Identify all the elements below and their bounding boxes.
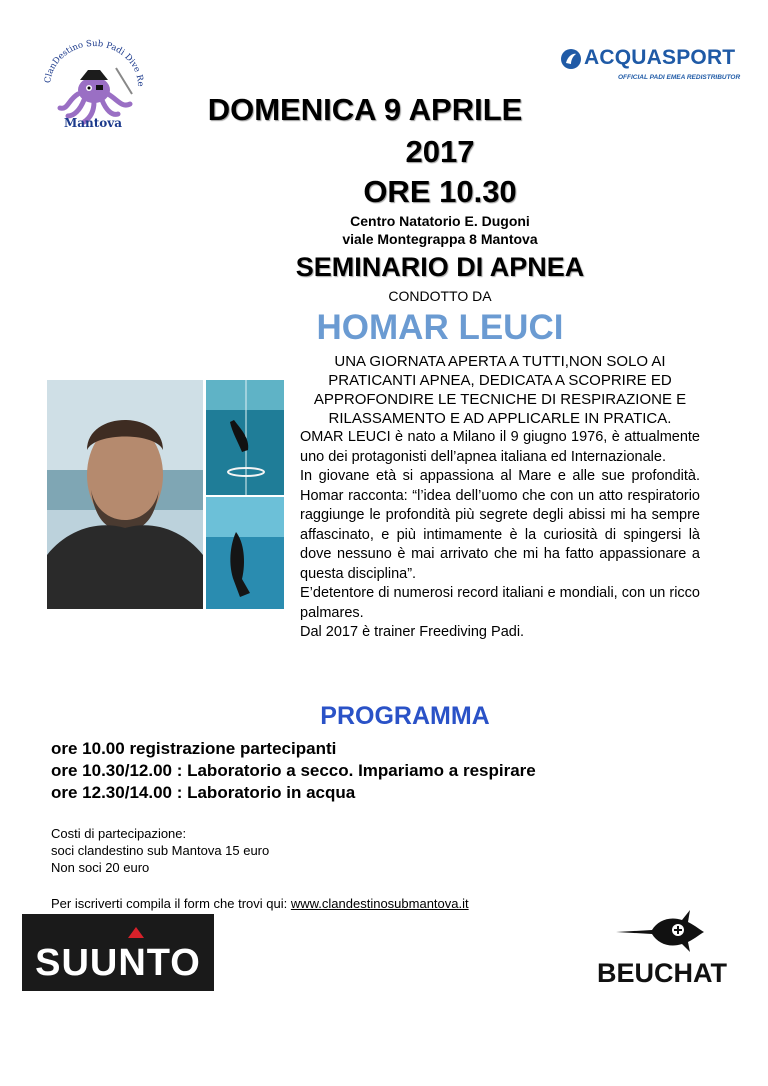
program-schedule <box>51 738 611 804</box>
event-date: DOMENICA 9 APRILE <box>207 92 523 127</box>
event-intro: UNA GIORNATA APERTA A TUTTI,NON SOLO AI PRATICANTI APNEA, DEDICATA A SCOPRIRE ED APPROFONDIRE LE TECNICHE DI RESPIRAZIONE E RILASSAMENTO E AD APPLICARLE IN PRATICA. <box>313 353 687 427</box>
program-title: PROGRAMMA <box>320 702 490 730</box>
swordfish-icon <box>612 906 712 956</box>
bio-paragraph: Dal 2017 è trainer Freediving Padi. <box>300 624 525 640</box>
acquasport-drop-icon <box>560 48 582 70</box>
freediver-photo-top <box>206 380 284 495</box>
registration-link[interactable]: www.clandestinosubmantova.it <box>290 896 469 911</box>
speaker-portrait-photo <box>47 380 203 609</box>
costs-members: soci clandestino sub Mantova 15 euro <box>51 843 270 858</box>
logo-place: Mantova <box>63 116 123 130</box>
registration-text: Per iscriverti compila il form che trovi qui: <box>51 896 291 911</box>
speaker-bio <box>300 428 700 643</box>
participation-costs <box>51 825 451 876</box>
event-time: ORE 10.30 <box>363 174 517 209</box>
bio-paragraph: In giovane età si appassiona al Mare e alle sue profondità. Homar racconta: “l’idea dell’uomo che con un atto respiratorio raggiunge le profondità più segrete degli abissi mi ha sempre affascinato, e più intimamente è la curiosità di spingersi là dove nessuno è mai arrivato che mi ha fatto appassionare a questa disciplina”. <box>300 468 700 582</box>
suunto-logo <box>22 914 214 991</box>
seminar-title: SEMINARIO DI APNEA <box>295 252 585 282</box>
costs-heading: Costi di partecipazione: <box>51 826 187 841</box>
bio-paragraph: OMAR LEUCI è nato a Milano il 9 giugno 1976, è attualmente uno dei protagonisti dell’apnea italiana ed Internazionale. <box>300 429 700 465</box>
suunto-triangle-icon <box>128 927 144 938</box>
venue-address: viale Montegrappa 8 Mantova <box>342 231 538 247</box>
acquasport-tagline: OFFICIAL PADI EMEA REDISTRIBUTOR <box>618 74 741 81</box>
beuchat-logo <box>572 890 752 998</box>
freediver-photo-bottom <box>206 497 284 609</box>
beuchat-name: BEUCHAT <box>597 958 727 988</box>
acquasport-logo <box>558 46 758 96</box>
schedule-item: ore 10.00 registrazione partecipanti <box>51 739 337 758</box>
bio-paragraph: E’detentore di numerosi record italiani e mondiali, con un ricco palmares. <box>300 585 700 621</box>
registration-info <box>51 896 571 911</box>
schedule-item: ore 12.30/14.00 : Laboratorio in acqua <box>51 783 356 802</box>
venue-name: Centro Natatorio E. Dugoni <box>350 213 530 229</box>
conducted-by: CONDOTTO DA <box>388 288 492 304</box>
acquasport-name: ACQUASPORT <box>584 46 736 69</box>
suunto-name: SUUNTO <box>35 942 201 984</box>
costs-non-members: Non soci 20 euro <box>51 860 150 875</box>
event-year: 2017 <box>405 134 475 169</box>
event-venue <box>300 212 580 248</box>
logo-arc-text: ClanDestino Sub Padi Dive Re <box>43 38 146 87</box>
schedule-item: ore 10.30/12.00 : Laboratorio a secco. Impariamo a respirare <box>51 761 536 780</box>
clandestino-sub-logo <box>38 38 148 138</box>
speaker-name: HOMAR LEUCI <box>316 308 564 347</box>
